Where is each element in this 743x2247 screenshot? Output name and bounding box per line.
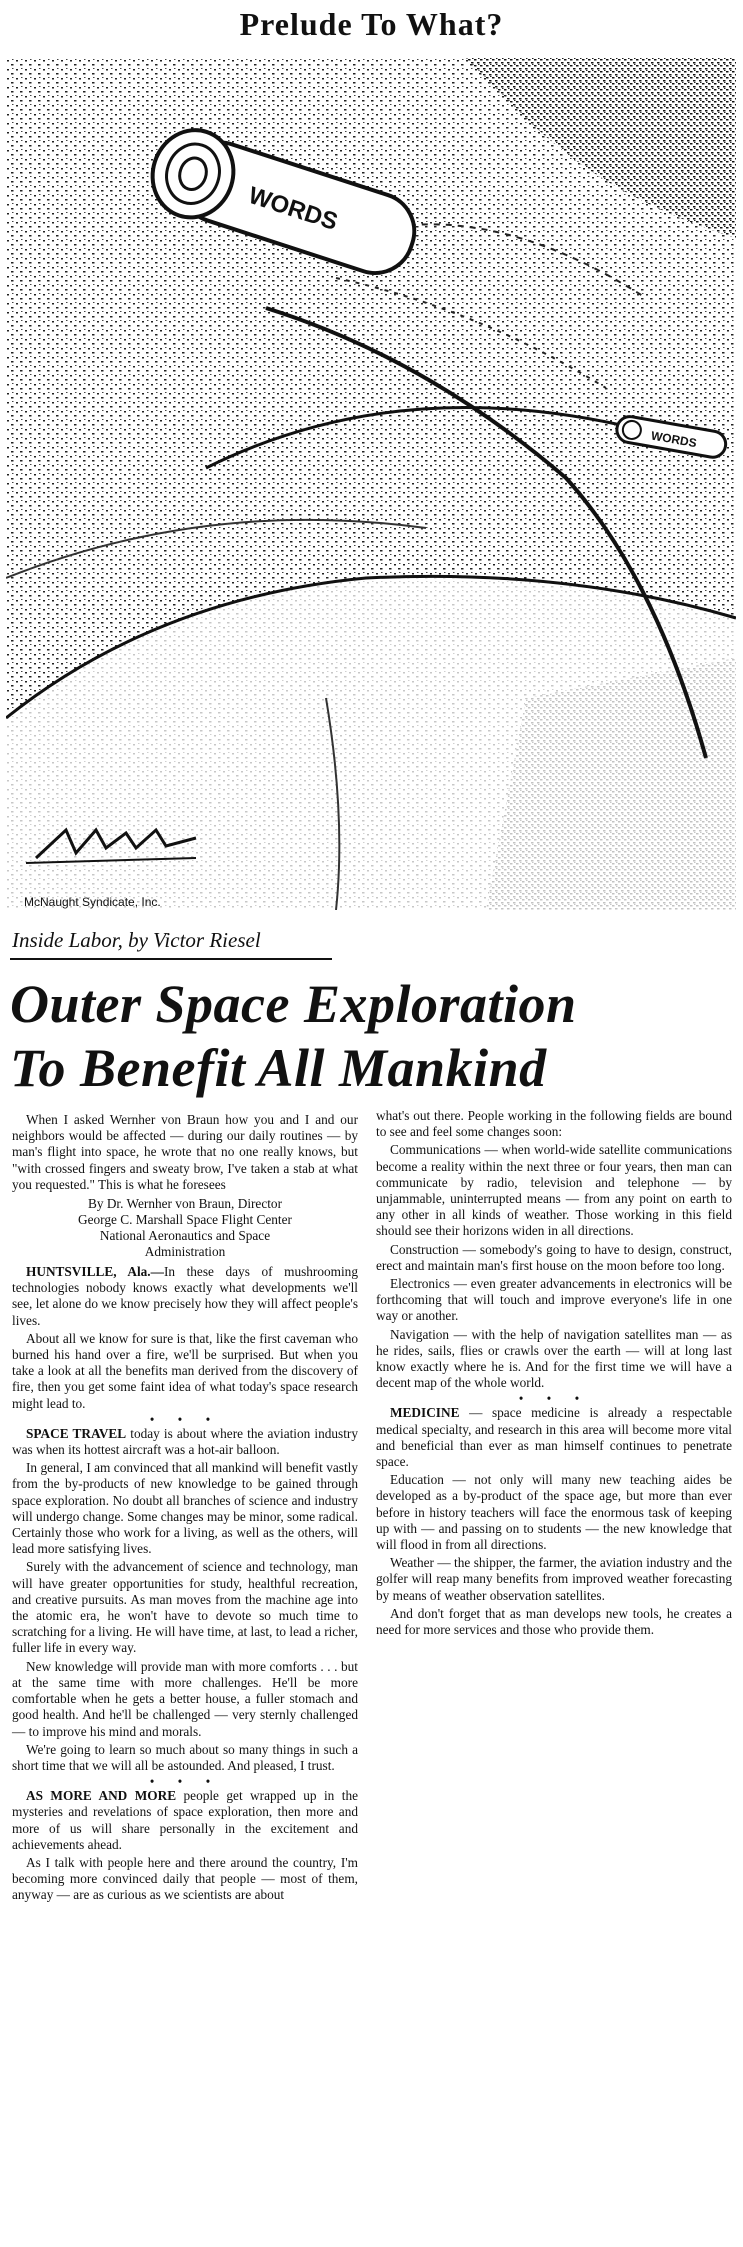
paragraph: And don't forget that as man develops new tools, he creates a need for more services and those who provide them. <box>376 1605 732 1638</box>
author-line: National Aeronautics and Space <box>99 1228 271 1244</box>
section-dots: • • • <box>518 1391 590 1407</box>
paragraph: Weather — the shipper, the farmer, the aviation industry and the golfer will reap many benefits from improved weather forecasting by means of weather observation satellites. <box>376 1555 732 1603</box>
scroll-label: WORDS <box>245 181 341 236</box>
article-column-right <box>376 1108 732 1640</box>
cartoon-illustration <box>6 58 736 910</box>
paragraph: Electronics — even greater advancements in electronics will be forthcoming that will touch and improve everyone's life in one way or another. <box>376 1276 732 1324</box>
paragraph: AS MORE AND MORE people get wrapped up in the mysteries and revelations of space exploration, then more and more of us will share personally in the excitement and achievements ahead. <box>12 1788 359 1852</box>
paragraph: About all we know for sure is that, like the first caveman who burned his hand over a fire, we'll be surprised. But when you take a look at all the benefits man derived from the discovery of fire, then you get some faint idea of what today's space research might lead to. <box>12 1330 358 1411</box>
article-column-left <box>12 1112 358 1906</box>
paragraph: In general, I am convinced that all mankind will benefit vastly from the by-products of new knowledge to be gained through space exploration. No doubt all branches of science and industry will undergo change. Some changes may be minor, some radical. Certainly those who work for a living, as well as the others, will lead more satisfying lives. <box>12 1460 358 1557</box>
lead-in: SPACE TRAVEL <box>26 1425 127 1441</box>
headline-line-2: To Benefit All Mankind <box>10 1038 547 1098</box>
paragraph: HUNTSVILLE, Ala.—In these days of mushrooming technologies nobody knows exactly what developments we'll see, let alone do we know precisely how they will affect people's lives. <box>12 1264 358 1328</box>
headline-line-1: Outer Space Exploration <box>10 974 577 1034</box>
author-line: Administration <box>144 1244 226 1260</box>
paragraph: Construction — somebody's going to have to design, construct, erect and maintain man's first house on the moon before too long. <box>376 1241 732 1273</box>
paragraph: As I talk with people here and there around the country, I'm becoming more convinced daily that people — most of them, anyway — are as curious as we scientists are about <box>12 1854 358 1903</box>
paragraph: Education — not only will many new teaching aides be developed as a by-product of the space age, but more than ever before in history teachers will face the enormous task of keeping up with — and passing on to students — the new knowledge that will flood in from all directions. <box>376 1472 732 1553</box>
paragraph: We're going to learn so much about so many things in such a short time that we will all be astounded. And pleased, I trust. <box>12 1741 358 1773</box>
cartoon-title: Prelude To What? <box>239 6 504 42</box>
author-line: George C. Marshall Space Flight Center <box>78 1212 292 1228</box>
paragraph: New knowledge will provide man with more comforts . . . but at the same time with more challenges. He'll be more comfortable when he gets a better house, a fuller stomach and good health. And he'll be challenged — very sternly challenged — to improve his mind and morals. <box>12 1658 358 1739</box>
syndicate-credit: McNaught Syndicate, Inc. <box>24 895 161 909</box>
paragraph: Navigation — with the help of navigation satellites man — as he rides, sails, flies or crawls over the earth — will at long last know exactly where he is. And for the first time we will have a decent map of the whole world. <box>376 1326 732 1391</box>
lead-in: MEDICINE <box>390 1405 460 1421</box>
intro-paragraph: When I asked Wernher von Braun how you and I and our neighbors would be affected — during our daily routines — by man's flight into space, he wrote that no one really knows, but "with crossed fingers and sweaty brow, I've taken a stab at what you requested." This is what he foresees <box>12 1112 358 1192</box>
paragraph: what's out there. People working in the following fields are bound to see and feel some changes soon: <box>376 1108 732 1140</box>
section-dots: • • • <box>149 1774 221 1790</box>
paragraph: SPACE TRAVEL today is about where the aviation industry was when its hottest aircraft was a hot-air balloon. <box>12 1425 358 1458</box>
column-byline: Inside Labor, by Victor Riesel <box>12 928 261 952</box>
paragraph: MEDICINE — space medicine is already a respectable medical specialty, and research in this area will become more vital and beneficial than ever as man himself continues to penetrate space. <box>376 1405 732 1470</box>
editorial-cartoon <box>6 58 736 910</box>
paragraph: Surely with the advancement of science and technology, man will have greater opportunities for study, healthful recreation, and creative pursuits. As man moves from the machine age into the atomic era, he won't have to devote so much time to scratching for a living. He will have time, at last, to lead a richer, fuller life in every way. <box>12 1559 358 1656</box>
author-line: By Dr. Wernher von Braun, Director <box>87 1196 283 1212</box>
dateline: HUNTSVILLE, Ala.— <box>26 1264 164 1280</box>
byline-rule <box>10 958 332 960</box>
section-dots: • • • <box>149 1411 221 1427</box>
lead-in: AS MORE AND MORE <box>26 1788 177 1804</box>
paragraph: Communications — when world-wide satellite communications become a reality within the next three or four years, then man can communicate by radio, television and telephone — by unjammable, uninterrupted means — from any point on earth to any other in all kinds of weather. Those working in this field should see their horizons widen in all directions. <box>376 1142 732 1239</box>
author-credit <box>12 1196 358 1260</box>
headline <box>10 972 740 1100</box>
satellite-label: WORDS <box>650 428 698 451</box>
